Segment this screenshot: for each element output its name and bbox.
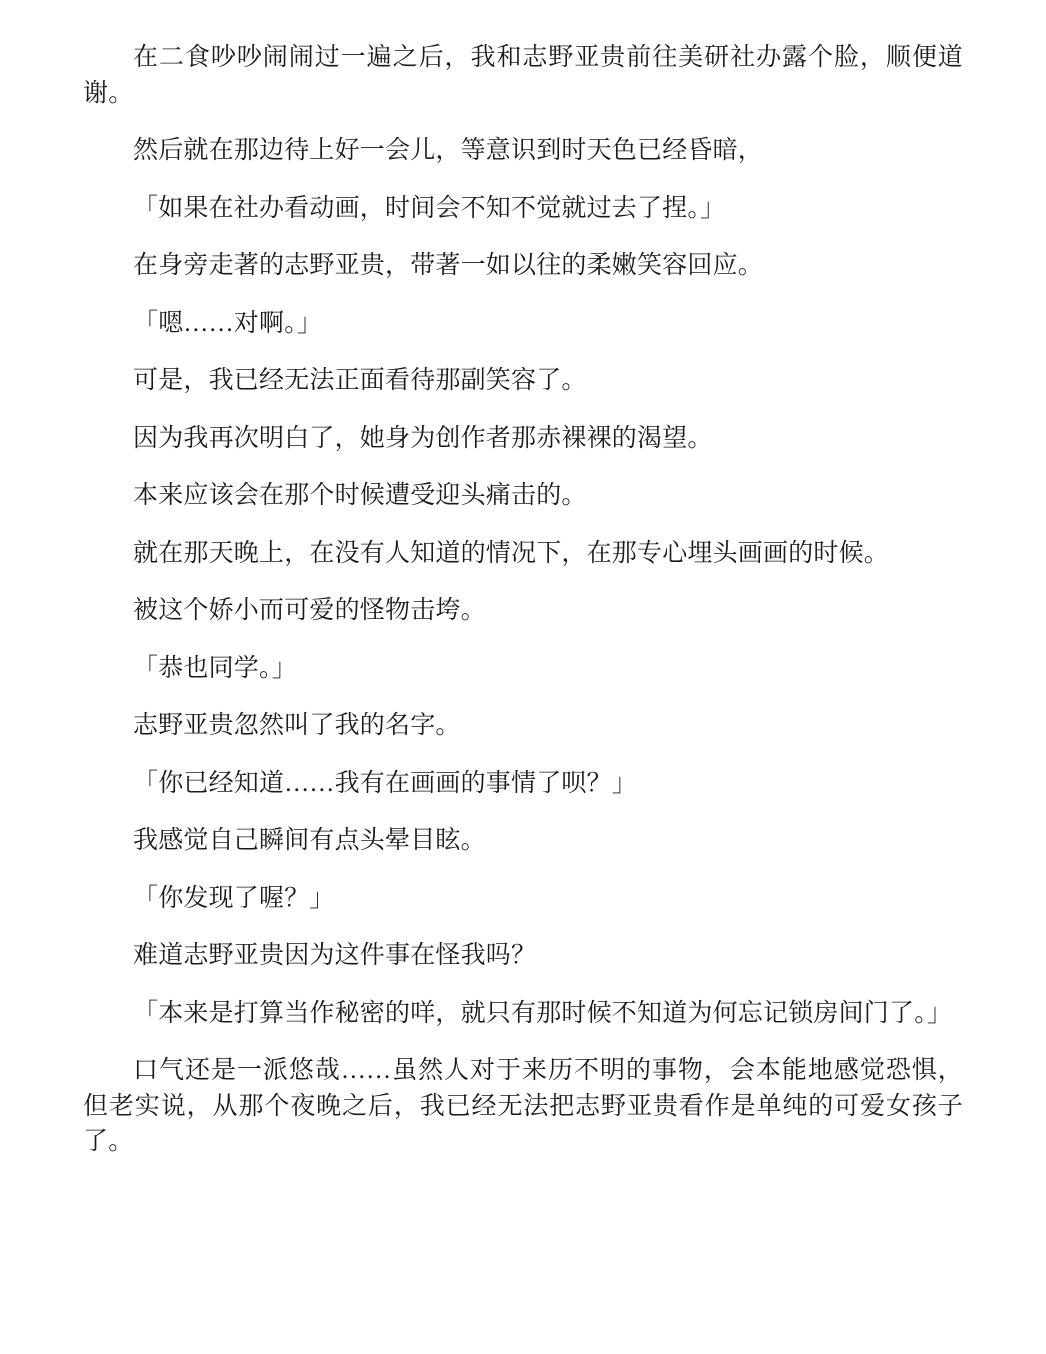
paragraph: 可是，我已经无法正面看待那副笑容了。: [133, 367, 587, 394]
paragraph: 就在那天晚上，在没有人知道的情况下，在那专心埋头画画的时候。: [133, 539, 890, 567]
paragraph: 本来应该会在那个时候遭受迎头痛击的。: [133, 482, 587, 509]
paragraph: 被这个娇小而可爱的怪物击垮。: [133, 597, 486, 624]
paragraph-quote: 「本来是打算当作秘密的咩，就只有那时候不知道为何忘记锁房间门了。」: [133, 999, 953, 1027]
paragraph-quote: 「如果在社办看动画，时间会不知不觉就过去了捏。」: [133, 194, 726, 222]
paragraph-quote: 「恭也同学。」: [133, 654, 297, 682]
paragraph: 在二食吵吵闹闹过一遍之后，我和志野亚贵前往美研社办露个脸，顺便道谢。: [83, 44, 963, 107]
paragraph: 在身旁走著的志野亚贵，带著一如以往的柔嫩笑容回应。: [133, 252, 764, 279]
paragraph-quote: 「你已经知道……我有在画画的事情了呗？」: [133, 769, 638, 797]
paragraph: 因为我再次明白了，她身为创作者那赤裸裸的渴望。: [133, 424, 713, 452]
paragraph: 然后就在那边待上好一会儿，等意识到时天色已经昏暗，: [133, 137, 764, 164]
paragraph: 志野亚贵忽然叫了我的名字。: [133, 712, 461, 739]
paragraph-quote: 「嗯……对啊。」: [133, 309, 323, 337]
paragraph-quote: 「你发现了喔？」: [133, 884, 335, 912]
body-text: [83, 40, 963, 1160]
paragraph: 口气还是一派悠哉……虽然人对于来历不明的事物，会本能地感觉恐惧，但老实说，从那个夜晚之后，我已经无法把志野亚贵看作是单纯的可爱女孩子了。: [83, 1057, 963, 1155]
paragraph: 我感觉自己瞬间有点头晕目眩。: [133, 827, 486, 854]
paragraph: 难道志野亚贵因为这件事在怪我吗？: [133, 942, 537, 969]
